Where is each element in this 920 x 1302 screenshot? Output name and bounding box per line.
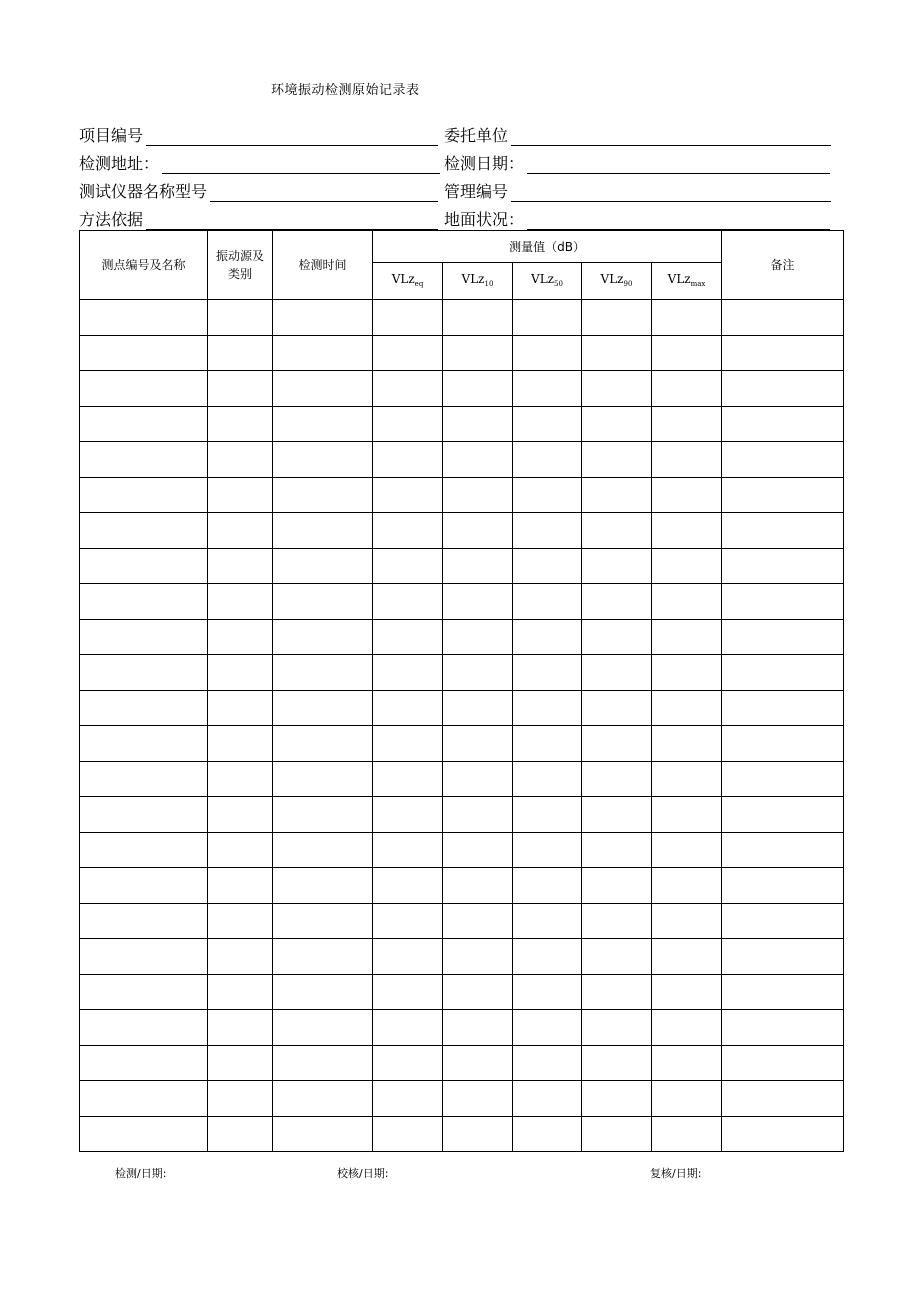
cell-time[interactable] (273, 371, 373, 407)
cell-vlz-eq[interactable] (373, 1081, 443, 1117)
cell-source[interactable] (208, 1010, 273, 1046)
cell-vlz-50[interactable] (513, 406, 582, 442)
cell-time[interactable] (273, 903, 373, 939)
cell-vlz-eq[interactable] (373, 903, 443, 939)
cell-vlz-eq[interactable] (373, 335, 443, 371)
cell-vlz-50[interactable] (513, 1045, 582, 1081)
cell-vlz-90[interactable] (582, 690, 652, 726)
cell-time[interactable] (273, 868, 373, 904)
cell-source[interactable] (208, 832, 273, 868)
header-test-time: 检测时间 (273, 231, 373, 300)
header-measurement: 测量值（dB） (373, 231, 722, 263)
table-row (80, 300, 844, 336)
cell-vlz-90[interactable] (582, 832, 652, 868)
cell-source[interactable] (208, 797, 273, 833)
client-unit-label: 委托单位 (444, 126, 509, 145)
cell-source[interactable] (208, 761, 273, 797)
cell-vlz-eq[interactable] (373, 477, 443, 513)
method-basis-line[interactable] (146, 212, 438, 230)
cell-source[interactable] (208, 726, 273, 762)
cell-source[interactable] (208, 868, 273, 904)
cell-point[interactable] (80, 406, 208, 442)
cell-vlz-90[interactable] (582, 619, 652, 655)
cell-vlz-90[interactable] (582, 655, 652, 691)
cell-remarks[interactable] (722, 477, 844, 513)
cell-vlz-max[interactable] (652, 584, 722, 620)
cell-vlz-eq[interactable] (373, 939, 443, 975)
cell-time[interactable] (273, 1081, 373, 1117)
method-basis-field[interactable] (79, 206, 438, 230)
cell-vlz-10[interactable] (443, 832, 513, 868)
cell-vlz-max[interactable] (652, 974, 722, 1010)
cell-source[interactable] (208, 584, 273, 620)
table-row (80, 832, 844, 868)
cell-vlz-eq[interactable] (373, 548, 443, 584)
cell-vlz-eq[interactable] (373, 1116, 443, 1152)
instrument-label: 测试仪器名称型号 (79, 182, 208, 201)
cell-vlz-50[interactable] (513, 442, 582, 478)
table-row (80, 619, 844, 655)
cell-remarks[interactable] (722, 761, 844, 797)
cell-vlz-50[interactable] (513, 584, 582, 620)
test-date-line[interactable] (527, 156, 830, 174)
cell-source[interactable] (208, 1116, 273, 1152)
cell-vlz-10[interactable] (443, 903, 513, 939)
cell-remarks[interactable] (722, 1081, 844, 1117)
cell-vlz-eq[interactable] (373, 442, 443, 478)
cell-time[interactable] (273, 832, 373, 868)
cell-vlz-90[interactable] (582, 797, 652, 833)
cell-vlz-10[interactable] (443, 1010, 513, 1046)
review-signature-label: 复核/日期: (650, 1167, 702, 1180)
cell-vlz-90[interactable] (582, 442, 652, 478)
field-row-instrument (79, 178, 839, 202)
cell-vlz-90[interactable] (582, 1045, 652, 1081)
cell-vlz-50[interactable] (513, 868, 582, 904)
table-row (80, 406, 844, 442)
cell-point[interactable] (80, 335, 208, 371)
cell-vlz-90[interactable] (582, 300, 652, 336)
cell-source[interactable] (208, 477, 273, 513)
cell-vlz-eq[interactable] (373, 619, 443, 655)
cell-source[interactable] (208, 335, 273, 371)
table-row (80, 1045, 844, 1081)
header-vlz-90: VLz$_{90}$ (582, 263, 652, 300)
cell-vlz-90[interactable] (582, 974, 652, 1010)
cell-vlz-50[interactable] (513, 903, 582, 939)
cell-time[interactable] (273, 477, 373, 513)
cell-remarks[interactable] (722, 868, 844, 904)
cell-point[interactable] (80, 619, 208, 655)
cell-source[interactable] (208, 371, 273, 407)
cell-vlz-10[interactable] (443, 477, 513, 513)
table-row (80, 584, 844, 620)
table-row (80, 761, 844, 797)
page-title: 环境振动检测原始记录表 (271, 83, 420, 98)
cell-vlz-max[interactable] (652, 903, 722, 939)
cell-point[interactable] (80, 1116, 208, 1152)
cell-vlz-90[interactable] (582, 548, 652, 584)
field-row-address (79, 150, 839, 174)
cell-vlz-10[interactable] (443, 300, 513, 336)
cell-source[interactable] (208, 655, 273, 691)
cell-time[interactable] (273, 513, 373, 549)
cell-point[interactable] (80, 690, 208, 726)
header-vlz-eq: VLz$_{eq}$ (373, 263, 443, 300)
cell-remarks[interactable] (722, 619, 844, 655)
cell-vlz-50[interactable] (513, 797, 582, 833)
cell-point[interactable] (80, 371, 208, 407)
cell-vlz-max[interactable] (652, 619, 722, 655)
cell-vlz-eq[interactable] (373, 690, 443, 726)
table-row (80, 690, 844, 726)
cell-remarks[interactable] (722, 690, 844, 726)
cell-vlz-90[interactable] (582, 406, 652, 442)
cell-source[interactable] (208, 903, 273, 939)
cell-vlz-max[interactable] (652, 300, 722, 336)
cell-time[interactable] (273, 939, 373, 975)
cell-vlz-50[interactable] (513, 335, 582, 371)
cell-vlz-max[interactable] (652, 442, 722, 478)
table-row (80, 477, 844, 513)
table-row (80, 442, 844, 478)
cell-time[interactable] (273, 797, 373, 833)
cell-vlz-50[interactable] (513, 477, 582, 513)
cell-remarks[interactable] (722, 655, 844, 691)
instrument-line[interactable] (210, 184, 438, 202)
cell-time[interactable] (273, 619, 373, 655)
cell-vlz-eq[interactable] (373, 797, 443, 833)
cell-point[interactable] (80, 1010, 208, 1046)
cell-vlz-10[interactable] (443, 1045, 513, 1081)
cell-source[interactable] (208, 690, 273, 726)
cell-vlz-eq[interactable] (373, 974, 443, 1010)
table-row (80, 655, 844, 691)
cell-vlz-50[interactable] (513, 619, 582, 655)
cell-vlz-max[interactable] (652, 371, 722, 407)
cell-source[interactable] (208, 300, 273, 336)
cell-vlz-10[interactable] (443, 406, 513, 442)
table-row (80, 513, 844, 549)
cell-point[interactable] (80, 477, 208, 513)
cell-vlz-max[interactable] (652, 868, 722, 904)
cell-point[interactable] (80, 974, 208, 1010)
cell-vlz-90[interactable] (582, 371, 652, 407)
cell-remarks[interactable] (722, 335, 844, 371)
cell-vlz-eq[interactable] (373, 300, 443, 336)
cell-vlz-10[interactable] (443, 761, 513, 797)
client-unit-line[interactable] (511, 128, 831, 146)
cell-vlz-max[interactable] (652, 1010, 722, 1046)
cell-vlz-eq[interactable] (373, 832, 443, 868)
cell-vlz-max[interactable] (652, 690, 722, 726)
cell-source[interactable] (208, 406, 273, 442)
table-row (80, 1081, 844, 1117)
cell-remarks[interactable] (722, 974, 844, 1010)
table-row (80, 1010, 844, 1046)
cell-vlz-50[interactable] (513, 513, 582, 549)
cell-source[interactable] (208, 939, 273, 975)
table-row (80, 939, 844, 975)
cell-time[interactable] (273, 300, 373, 336)
cell-vlz-10[interactable] (443, 335, 513, 371)
project-number-label: 项目编号 (79, 126, 144, 145)
cell-vlz-eq[interactable] (373, 584, 443, 620)
instrument-field[interactable] (79, 178, 438, 202)
cell-vlz-eq[interactable] (373, 1045, 443, 1081)
cell-remarks[interactable] (722, 1045, 844, 1081)
cell-vlz-50[interactable] (513, 1116, 582, 1152)
cell-vlz-10[interactable] (443, 797, 513, 833)
header-remarks: 备注 (722, 231, 844, 300)
cell-remarks[interactable] (722, 513, 844, 549)
cell-vlz-eq[interactable] (373, 406, 443, 442)
cell-vlz-eq[interactable] (373, 655, 443, 691)
cell-vlz-eq[interactable] (373, 726, 443, 762)
cell-vlz-10[interactable] (443, 655, 513, 691)
cell-remarks[interactable] (722, 442, 844, 478)
test-signature-label: 检测/日期: (115, 1167, 167, 1180)
cell-vlz-10[interactable] (443, 1081, 513, 1117)
cell-vlz-50[interactable] (513, 726, 582, 762)
ground-condition-label: 地面状况： (444, 210, 525, 229)
cell-time[interactable] (273, 1116, 373, 1152)
cell-point[interactable] (80, 903, 208, 939)
cell-vlz-10[interactable] (443, 584, 513, 620)
cell-time[interactable] (273, 690, 373, 726)
cell-vlz-50[interactable] (513, 548, 582, 584)
header-vlz-10: VLz$_{10}$ (443, 263, 513, 300)
cell-vlz-90[interactable] (582, 584, 652, 620)
cell-time[interactable] (273, 1045, 373, 1081)
header-point-name: 测点编号及名称 (80, 231, 208, 300)
cell-vlz-max[interactable] (652, 761, 722, 797)
cell-point[interactable] (80, 548, 208, 584)
record-table (79, 230, 844, 1152)
cell-vlz-50[interactable] (513, 832, 582, 868)
cell-vlz-50[interactable] (513, 939, 582, 975)
cell-vlz-10[interactable] (443, 974, 513, 1010)
cell-remarks[interactable] (722, 548, 844, 584)
cell-vlz-10[interactable] (443, 442, 513, 478)
cell-vlz-10[interactable] (443, 690, 513, 726)
test-address-line[interactable] (162, 156, 440, 174)
client-unit-field[interactable] (444, 122, 831, 146)
cell-vlz-10[interactable] (443, 619, 513, 655)
cell-vlz-10[interactable] (443, 726, 513, 762)
cell-vlz-90[interactable] (582, 939, 652, 975)
field-row-method (79, 206, 839, 230)
table-row (80, 371, 844, 407)
cell-vlz-max[interactable] (652, 406, 722, 442)
cell-vlz-90[interactable] (582, 513, 652, 549)
cell-vlz-eq[interactable] (373, 371, 443, 407)
cell-vlz-10[interactable] (443, 548, 513, 584)
cell-remarks[interactable] (722, 726, 844, 762)
cell-point[interactable] (80, 1045, 208, 1081)
cell-vlz-max[interactable] (652, 797, 722, 833)
cell-vlz-max[interactable] (652, 832, 722, 868)
cell-source[interactable] (208, 1045, 273, 1081)
cell-point[interactable] (80, 797, 208, 833)
management-number-label: 管理编号 (444, 182, 509, 201)
cell-point[interactable] (80, 300, 208, 336)
cell-time[interactable] (273, 1010, 373, 1046)
cell-time[interactable] (273, 974, 373, 1010)
cell-vlz-max[interactable] (652, 1081, 722, 1117)
cell-point[interactable] (80, 761, 208, 797)
cell-vlz-eq[interactable] (373, 868, 443, 904)
cell-vlz-90[interactable] (582, 726, 652, 762)
cell-remarks[interactable] (722, 406, 844, 442)
cell-time[interactable] (273, 655, 373, 691)
cell-source[interactable] (208, 1081, 273, 1117)
cell-vlz-50[interactable] (513, 974, 582, 1010)
cell-vlz-90[interactable] (582, 1010, 652, 1046)
cell-remarks[interactable] (722, 584, 844, 620)
cell-source[interactable] (208, 513, 273, 549)
record-table-body (80, 300, 844, 1152)
cell-vlz-90[interactable] (582, 868, 652, 904)
cell-vlz-50[interactable] (513, 1081, 582, 1117)
cell-time[interactable] (273, 442, 373, 478)
cell-vlz-eq[interactable] (373, 513, 443, 549)
check-signature-label: 校核/日期: (337, 1167, 389, 1180)
table-row (80, 726, 844, 762)
table-row (80, 797, 844, 833)
cell-vlz-50[interactable] (513, 371, 582, 407)
cell-remarks[interactable] (722, 797, 844, 833)
cell-vlz-90[interactable] (582, 1081, 652, 1117)
cell-point[interactable] (80, 726, 208, 762)
cell-vlz-max[interactable] (652, 939, 722, 975)
table-row (80, 548, 844, 584)
cell-point[interactable] (80, 868, 208, 904)
cell-point[interactable] (80, 584, 208, 620)
cell-vlz-90[interactable] (582, 335, 652, 371)
cell-vlz-90[interactable] (582, 761, 652, 797)
cell-point[interactable] (80, 442, 208, 478)
cell-vlz-10[interactable] (443, 1116, 513, 1152)
cell-vlz-10[interactable] (443, 513, 513, 549)
cell-source[interactable] (208, 974, 273, 1010)
management-number-line[interactable] (511, 184, 831, 202)
cell-vlz-max[interactable] (652, 655, 722, 691)
cell-point[interactable] (80, 1081, 208, 1117)
cell-remarks[interactable] (722, 300, 844, 336)
header-vlz-50: VLz$_{50}$ (513, 263, 582, 300)
cell-vlz-eq[interactable] (373, 1010, 443, 1046)
test-address-field[interactable] (79, 150, 440, 174)
cell-vlz-eq[interactable] (373, 761, 443, 797)
cell-vlz-50[interactable] (513, 1010, 582, 1046)
cell-vlz-50[interactable] (513, 300, 582, 336)
header-vlz-max: VLz$_{max}$ (652, 263, 722, 300)
cell-point[interactable] (80, 655, 208, 691)
cell-vlz-50[interactable] (513, 655, 582, 691)
cell-vlz-90[interactable] (582, 477, 652, 513)
cell-remarks[interactable] (722, 832, 844, 868)
cell-time[interactable] (273, 761, 373, 797)
cell-point[interactable] (80, 513, 208, 549)
cell-vlz-10[interactable] (443, 868, 513, 904)
table-row (80, 868, 844, 904)
cell-vlz-max[interactable] (652, 1116, 722, 1152)
cell-vlz-max[interactable] (652, 477, 722, 513)
cell-point[interactable] (80, 832, 208, 868)
cell-vlz-50[interactable] (513, 761, 582, 797)
cell-vlz-10[interactable] (443, 939, 513, 975)
cell-remarks[interactable] (722, 939, 844, 975)
ground-condition-field[interactable] (444, 206, 830, 230)
management-number-field[interactable] (444, 178, 831, 202)
cell-time[interactable] (273, 726, 373, 762)
cell-vlz-max[interactable] (652, 513, 722, 549)
project-number-field[interactable] (79, 122, 438, 146)
cell-time[interactable] (273, 335, 373, 371)
table-row (80, 335, 844, 371)
test-date-label: 检测日期： (444, 154, 525, 173)
table-row (80, 1116, 844, 1152)
cell-vlz-max[interactable] (652, 335, 722, 371)
method-basis-label: 方法依据 (79, 210, 144, 229)
cell-remarks[interactable] (722, 1010, 844, 1046)
cell-time[interactable] (273, 584, 373, 620)
cell-source[interactable] (208, 548, 273, 584)
cell-time[interactable] (273, 406, 373, 442)
header-vibration-source: 振动源及类别 (208, 231, 273, 300)
cell-remarks[interactable] (722, 903, 844, 939)
cell-time[interactable] (273, 548, 373, 584)
test-date-field[interactable] (444, 150, 830, 174)
cell-source[interactable] (208, 619, 273, 655)
cell-remarks[interactable] (722, 371, 844, 407)
cell-vlz-10[interactable] (443, 371, 513, 407)
cell-vlz-50[interactable] (513, 690, 582, 726)
field-row-project (79, 122, 839, 146)
cell-vlz-max[interactable] (652, 726, 722, 762)
project-number-line[interactable] (146, 128, 438, 146)
ground-condition-line[interactable] (527, 212, 830, 230)
cell-vlz-max[interactable] (652, 548, 722, 584)
cell-vlz-max[interactable] (652, 1045, 722, 1081)
cell-vlz-90[interactable] (582, 1116, 652, 1152)
cell-vlz-90[interactable] (582, 903, 652, 939)
table-row (80, 903, 844, 939)
cell-remarks[interactable] (722, 1116, 844, 1152)
cell-source[interactable] (208, 442, 273, 478)
test-address-label: 检测地址： (79, 154, 160, 173)
cell-point[interactable] (80, 939, 208, 975)
table-row (80, 974, 844, 1010)
